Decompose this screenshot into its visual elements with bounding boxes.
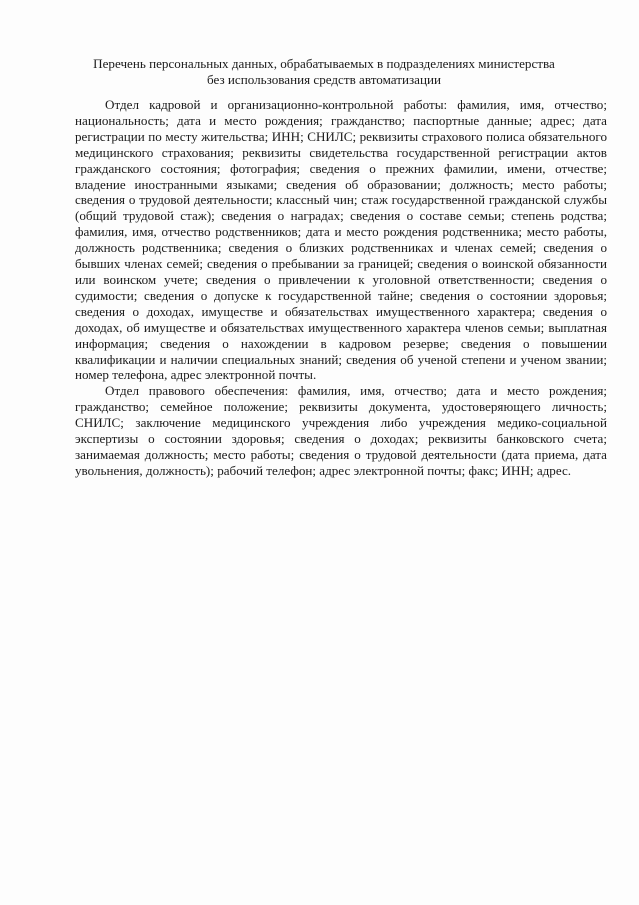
paragraph-hr-department: Отдел кадровой и организационно-контрольной работы: фамилия, имя, отчество; национальность; дата и место рождения; гражданство; паспортные данные; адрес; дата регистрации по месту жительства; ИНН; СНИЛС; реквизиты страхового полиса обязательного медицинского страхования; реквизиты свидетельства государственной регистрации актов гражданского состояния; фотография; сведения о прежних фамилии, имени, отчестве; владение иностранными языками; сведения об образовании; должность; место работы; сведения о трудовой деятельности; классный чин; стаж государственной гражданской службы (общий трудовой стаж); сведения о наградах; сведения о составе семьи; степень родства; фамилия, имя, отчество родственников; дата и место рождения родственника; место работы, должность родственника; сведения о близких родственниках и членах семей; сведения о бывших членах семей; сведения о пребывании за границей; сведения о воинской обязанности или воинском учете; сведения о привлечении к уголовной ответственности; сведения о судимости; сведения о допуске к государственной тайне; сведения о состоянии здоровья; сведения о доходах, имуществе и обязательствах имущественного характера; сведения о доходах, об имуществе и обязательствах имущественного характера членов семьи; выплатная информация; сведения о нахождении в кадровом резерве; сведения о повышении квалификации и наличии специальных знаний; сведения об ученой степени и ученом звании; номер телефона, адрес электронной почты. [75,97,607,383]
document-title-line-2: без использования средств автоматизации [207,71,441,87]
document-body [75,97,607,479]
document-title-line-1: Перечень персональных данных, обрабатываемых в подразделениях министерства [93,56,555,71]
document-title [40,56,608,87]
paragraph-legal-department: Отдел правового обеспечения: фамилия, имя, отчество; дата и место рождения; гражданство; семейное положение; реквизиты документа, удостоверяющего личность; СНИЛС; заключение медицинского учреждения либо учреждения медико-социальной экспертизы о состоянии здоровья; сведения о доходах; реквизиты банковского счета; занимаемая должность; место работы; сведения о трудовой деятельности (дата приема, дата увольнения, должность); рабочий телефон; адрес электронной почты; факс; ИНН; адрес. [75,383,607,478]
